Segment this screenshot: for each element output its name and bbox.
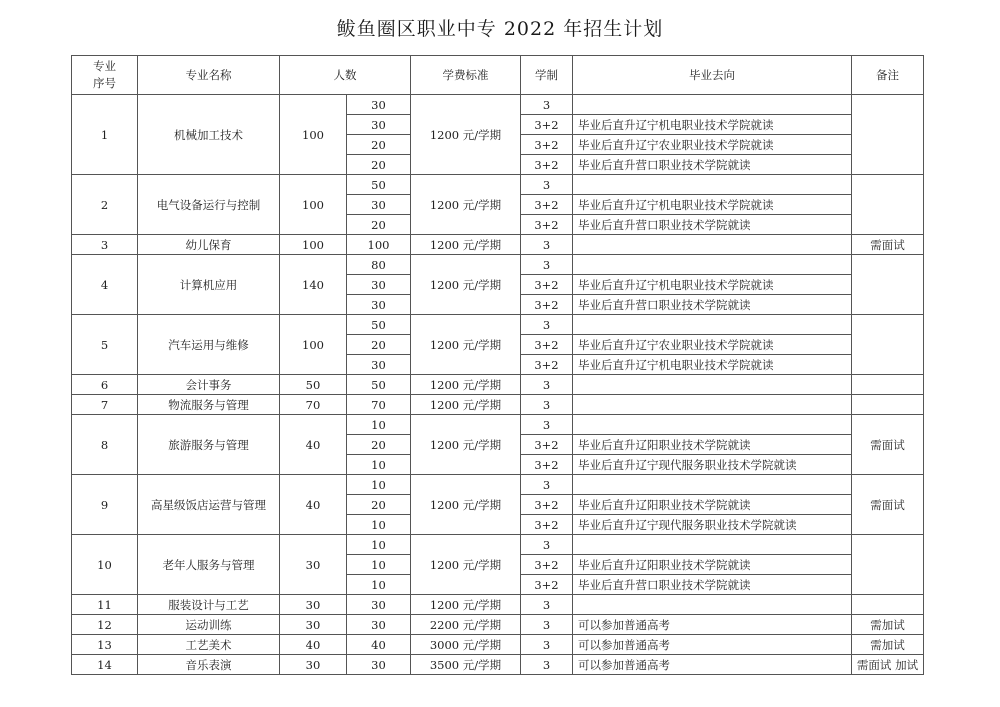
table-row: [72, 395, 924, 415]
sub-count: 30: [347, 655, 411, 675]
table-row: [72, 655, 924, 675]
sub-system: 3+2: [521, 215, 573, 235]
major-seq: 1: [72, 95, 138, 175]
table-row: [72, 315, 924, 335]
sub-count: 70: [347, 395, 411, 415]
major-name: 电气设备运行与控制: [138, 175, 280, 235]
table-row: [72, 255, 924, 275]
header-seq: [72, 56, 138, 95]
major-fee: 1200 元/学期: [411, 475, 521, 535]
major-total: 100: [280, 175, 347, 235]
table-row: [72, 415, 924, 435]
sub-destination: 毕业后直升辽宁机电职业技术学院就读: [573, 115, 852, 135]
major-name: 物流服务与管理: [138, 395, 280, 415]
sub-destination: 可以参加普通高考: [573, 615, 852, 635]
header-seq-line1: 专业: [93, 59, 116, 73]
sub-count: 20: [347, 215, 411, 235]
major-name: 音乐表演: [138, 655, 280, 675]
major-fee: 1200 元/学期: [411, 395, 521, 415]
major-seq: 6: [72, 375, 138, 395]
sub-count: 20: [347, 495, 411, 515]
sub-destination: [573, 375, 852, 395]
sub-system: 3+2: [521, 195, 573, 215]
table-row: [72, 595, 924, 615]
sub-count: 50: [347, 375, 411, 395]
sub-system: 3: [521, 635, 573, 655]
sub-destination: 毕业后直升营口职业技术学院就读: [573, 295, 852, 315]
major-name: 运动训练: [138, 615, 280, 635]
major-name: 服装设计与工艺: [138, 595, 280, 615]
major-fee: 1200 元/学期: [411, 595, 521, 615]
major-note: 需面试 加试: [852, 655, 924, 675]
major-note: [852, 175, 924, 235]
table-row: [72, 475, 924, 495]
sub-system: 3: [521, 235, 573, 255]
major-total: 100: [280, 235, 347, 255]
enrollment-plan-table: [71, 55, 924, 675]
sub-system: 3: [521, 255, 573, 275]
major-note: 需面试: [852, 235, 924, 255]
major-name: 会计事务: [138, 375, 280, 395]
header-fee: 学费标准: [411, 56, 521, 95]
major-note: [852, 395, 924, 415]
major-seq: 7: [72, 395, 138, 415]
sub-system: 3+2: [521, 435, 573, 455]
major-name: 幼儿保育: [138, 235, 280, 255]
major-note: [852, 375, 924, 395]
major-fee: 1200 元/学期: [411, 415, 521, 475]
table-row: [72, 175, 924, 195]
major-total: 100: [280, 95, 347, 175]
header-count: 人数: [280, 56, 411, 95]
sub-destination: [573, 415, 852, 435]
sub-destination: [573, 255, 852, 275]
header-seq-line2: 序号: [93, 76, 116, 90]
major-total: 30: [280, 615, 347, 635]
major-total: 100: [280, 315, 347, 375]
sub-destination: 毕业后直升辽宁机电职业技术学院就读: [573, 195, 852, 215]
sub-destination: [573, 475, 852, 495]
major-seq: 8: [72, 415, 138, 475]
table-row: [72, 535, 924, 555]
major-name: 旅游服务与管理: [138, 415, 280, 475]
major-seq: 10: [72, 535, 138, 595]
major-total: 40: [280, 475, 347, 535]
table-row: [72, 235, 924, 255]
sub-count: 30: [347, 355, 411, 375]
sub-destination: 毕业后直升辽宁机电职业技术学院就读: [573, 275, 852, 295]
major-total: 50: [280, 375, 347, 395]
table-row: [72, 615, 924, 635]
major-note: [852, 315, 924, 375]
sub-count: 20: [347, 135, 411, 155]
major-name: 工艺美术: [138, 635, 280, 655]
major-fee: 1200 元/学期: [411, 375, 521, 395]
major-note: 需面试: [852, 415, 924, 475]
sub-count: 30: [347, 615, 411, 635]
major-name: 计算机应用: [138, 255, 280, 315]
major-fee: 1200 元/学期: [411, 315, 521, 375]
major-seq: 14: [72, 655, 138, 675]
sub-count: 10: [347, 455, 411, 475]
major-note: 需加试: [852, 635, 924, 655]
sub-destination: [573, 175, 852, 195]
sub-count: 10: [347, 475, 411, 495]
major-name: 机械加工技术: [138, 95, 280, 175]
sub-count: 10: [347, 575, 411, 595]
sub-destination: 毕业后直升营口职业技术学院就读: [573, 155, 852, 175]
sub-system: 3: [521, 95, 573, 115]
sub-destination: 毕业后直升辽宁现代服务职业技术学院就读: [573, 455, 852, 475]
major-note: 需加试: [852, 615, 924, 635]
major-seq: 2: [72, 175, 138, 235]
sub-count: 20: [347, 435, 411, 455]
sub-count: 10: [347, 555, 411, 575]
sub-destination: 毕业后直升辽阳职业技术学院就读: [573, 435, 852, 455]
major-note: [852, 535, 924, 595]
sub-count: 30: [347, 275, 411, 295]
sub-system: 3: [521, 315, 573, 335]
sub-system: 3+2: [521, 115, 573, 135]
sub-destination: 可以参加普通高考: [573, 635, 852, 655]
sub-destination: 毕业后直升辽阳职业技术学院就读: [573, 555, 852, 575]
sub-system: 3: [521, 375, 573, 395]
sub-system: 3: [521, 615, 573, 635]
sub-destination: 毕业后直升辽宁农业职业技术学院就读: [573, 335, 852, 355]
sub-destination: 毕业后直升辽宁现代服务职业技术学院就读: [573, 515, 852, 535]
table-row: [72, 635, 924, 655]
major-seq: 5: [72, 315, 138, 375]
sub-count: 30: [347, 195, 411, 215]
sub-system: 3+2: [521, 355, 573, 375]
sub-count: 20: [347, 335, 411, 355]
major-total: 30: [280, 655, 347, 675]
sub-count: 10: [347, 415, 411, 435]
major-name: 汽车运用与维修: [138, 315, 280, 375]
sub-system: 3: [521, 535, 573, 555]
major-name: 老年人服务与管理: [138, 535, 280, 595]
major-note: [852, 595, 924, 615]
sub-system: 3+2: [521, 295, 573, 315]
sub-destination: [573, 395, 852, 415]
header-row: [72, 56, 924, 95]
sub-destination: [573, 235, 852, 255]
major-fee: 3500 元/学期: [411, 655, 521, 675]
header-destination: 毕业去向: [573, 56, 852, 95]
sub-system: 3: [521, 595, 573, 615]
sub-destination: [573, 95, 852, 115]
sub-destination: [573, 535, 852, 555]
sub-count: 40: [347, 635, 411, 655]
sub-system: 3+2: [521, 495, 573, 515]
sub-system: 3: [521, 475, 573, 495]
sub-count: 10: [347, 515, 411, 535]
major-name: 高星级饭店运营与管理: [138, 475, 280, 535]
table-body: [72, 95, 924, 675]
sub-count: 30: [347, 95, 411, 115]
major-fee: 3000 元/学期: [411, 635, 521, 655]
major-fee: 1200 元/学期: [411, 535, 521, 595]
major-total: 70: [280, 395, 347, 415]
sub-system: 3: [521, 175, 573, 195]
major-seq: 13: [72, 635, 138, 655]
sub-destination: 毕业后直升营口职业技术学院就读: [573, 575, 852, 595]
major-seq: 4: [72, 255, 138, 315]
sub-destination: 毕业后直升营口职业技术学院就读: [573, 215, 852, 235]
major-fee: 2200 元/学期: [411, 615, 521, 635]
sub-count: 80: [347, 255, 411, 275]
major-fee: 1200 元/学期: [411, 95, 521, 175]
sub-system: 3: [521, 655, 573, 675]
sub-count: 50: [347, 315, 411, 335]
sub-system: 3+2: [521, 575, 573, 595]
major-fee: 1200 元/学期: [411, 255, 521, 315]
sub-count: 30: [347, 115, 411, 135]
major-seq: 11: [72, 595, 138, 615]
table-row: [72, 95, 924, 115]
sub-destination: 毕业后直升辽阳职业技术学院就读: [573, 495, 852, 515]
major-fee: 1200 元/学期: [411, 175, 521, 235]
major-fee: 1200 元/学期: [411, 235, 521, 255]
sub-system: 3+2: [521, 335, 573, 355]
header-note: 备注: [852, 56, 924, 95]
major-seq: 9: [72, 475, 138, 535]
sub-count: 20: [347, 155, 411, 175]
sub-destination: 可以参加普通高考: [573, 655, 852, 675]
sub-system: 3+2: [521, 275, 573, 295]
sub-count: 50: [347, 175, 411, 195]
major-total: 30: [280, 595, 347, 615]
major-total: 30: [280, 535, 347, 595]
major-total: 40: [280, 415, 347, 475]
major-note: [852, 95, 924, 175]
sub-count: 30: [347, 295, 411, 315]
major-note: [852, 255, 924, 315]
major-total: 40: [280, 635, 347, 655]
major-seq: 3: [72, 235, 138, 255]
sub-system: 3: [521, 395, 573, 415]
sub-destination: [573, 595, 852, 615]
sub-count: 10: [347, 535, 411, 555]
sub-destination: 毕业后直升辽宁农业职业技术学院就读: [573, 135, 852, 155]
sub-count: 100: [347, 235, 411, 255]
major-note: 需面试: [852, 475, 924, 535]
major-seq: 12: [72, 615, 138, 635]
document-title: 鲅鱼圈区职业中专 2022 年招生计划: [336, 18, 664, 40]
sub-system: 3+2: [521, 555, 573, 575]
table-header: [72, 56, 924, 95]
header-system: 学制: [521, 56, 573, 95]
sub-system: 3+2: [521, 455, 573, 475]
sub-count: 30: [347, 595, 411, 615]
sub-system: 3+2: [521, 155, 573, 175]
sub-system: 3: [521, 415, 573, 435]
major-total: 140: [280, 255, 347, 315]
sub-system: 3+2: [521, 515, 573, 535]
sub-destination: 毕业后直升辽宁机电职业技术学院就读: [573, 355, 852, 375]
sub-system: 3+2: [521, 135, 573, 155]
sub-destination: [573, 315, 852, 335]
header-major: 专业名称: [138, 56, 280, 95]
table-row: [72, 375, 924, 395]
